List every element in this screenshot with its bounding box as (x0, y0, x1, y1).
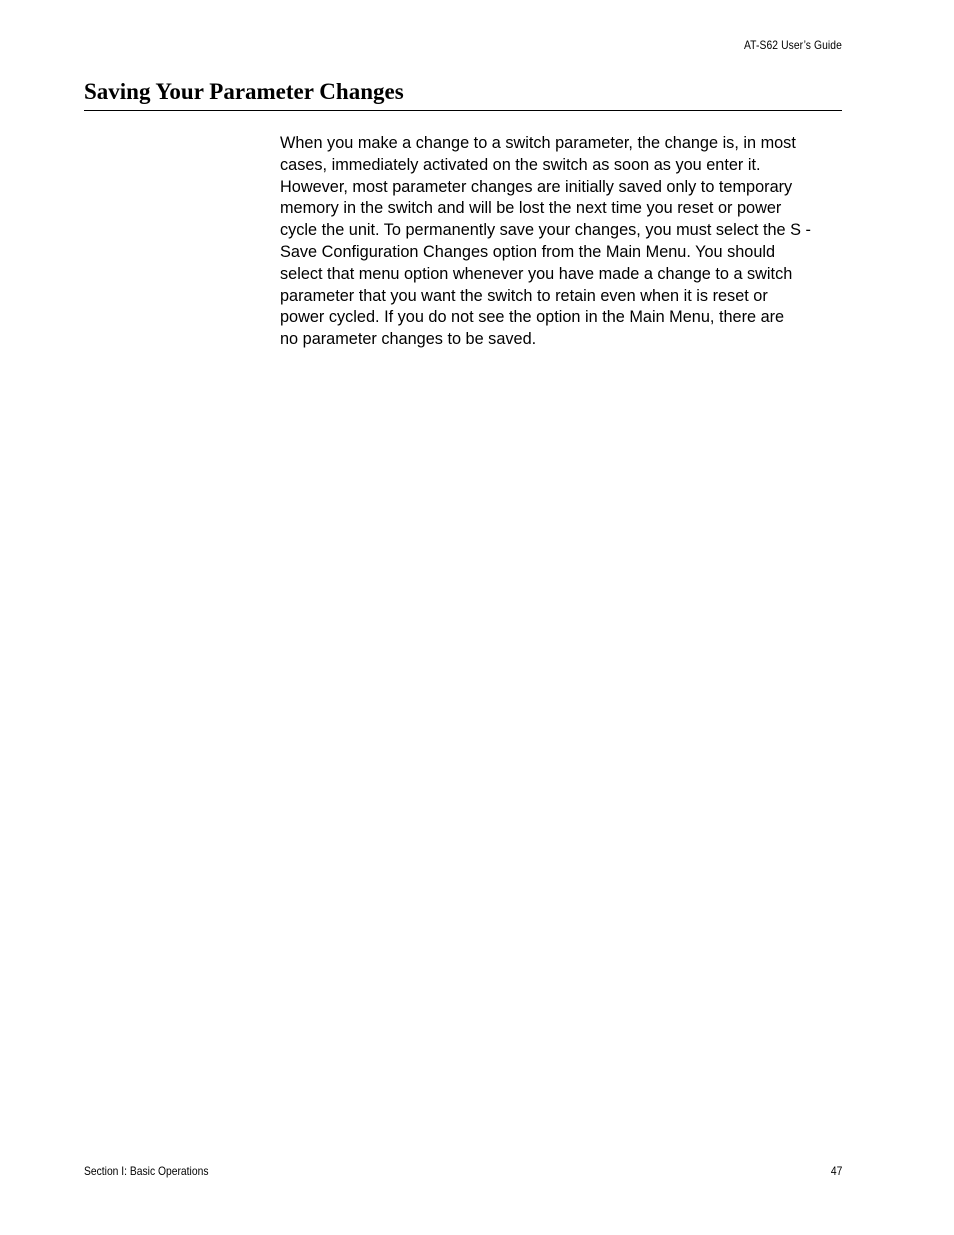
paragraph-line: memory in the switch and will be lost the next time you reset or power (280, 199, 782, 218)
paragraph-line: However, most parameter changes are initially saved only to temporary (280, 177, 793, 196)
heading-rule (84, 110, 842, 111)
footer-section-label: Section I: Basic Operations (84, 1164, 209, 1178)
paragraph-line: When you make a change to a switch parameter, the change is, in most (280, 134, 796, 152)
paragraph-line: no parameter changes to be saved. (280, 330, 537, 349)
paragraph-line: parameter that you want the switch to retain even when it is reset or (280, 286, 768, 305)
paragraph-line: select that menu option whenever you have made a change to a switch (280, 264, 793, 283)
paragraph-line: power cycled. If you do not see the option in the Main Menu, there are (280, 308, 785, 327)
running-header: AT-S62 User’s Guide (744, 38, 842, 52)
body-paragraph (280, 133, 846, 351)
paragraph-line: Save Configuration Changes option from the Main Menu. You should (280, 242, 776, 261)
paragraph-line: cases, immediately activated on the switch as soon as you enter it. (280, 155, 761, 174)
section-heading: Saving Your Parameter Changes (84, 79, 404, 104)
footer-page-number: 47 (830, 1164, 842, 1178)
paragraph-line: cycle the unit. To permanently save your changes, you must select the S - (280, 221, 811, 240)
